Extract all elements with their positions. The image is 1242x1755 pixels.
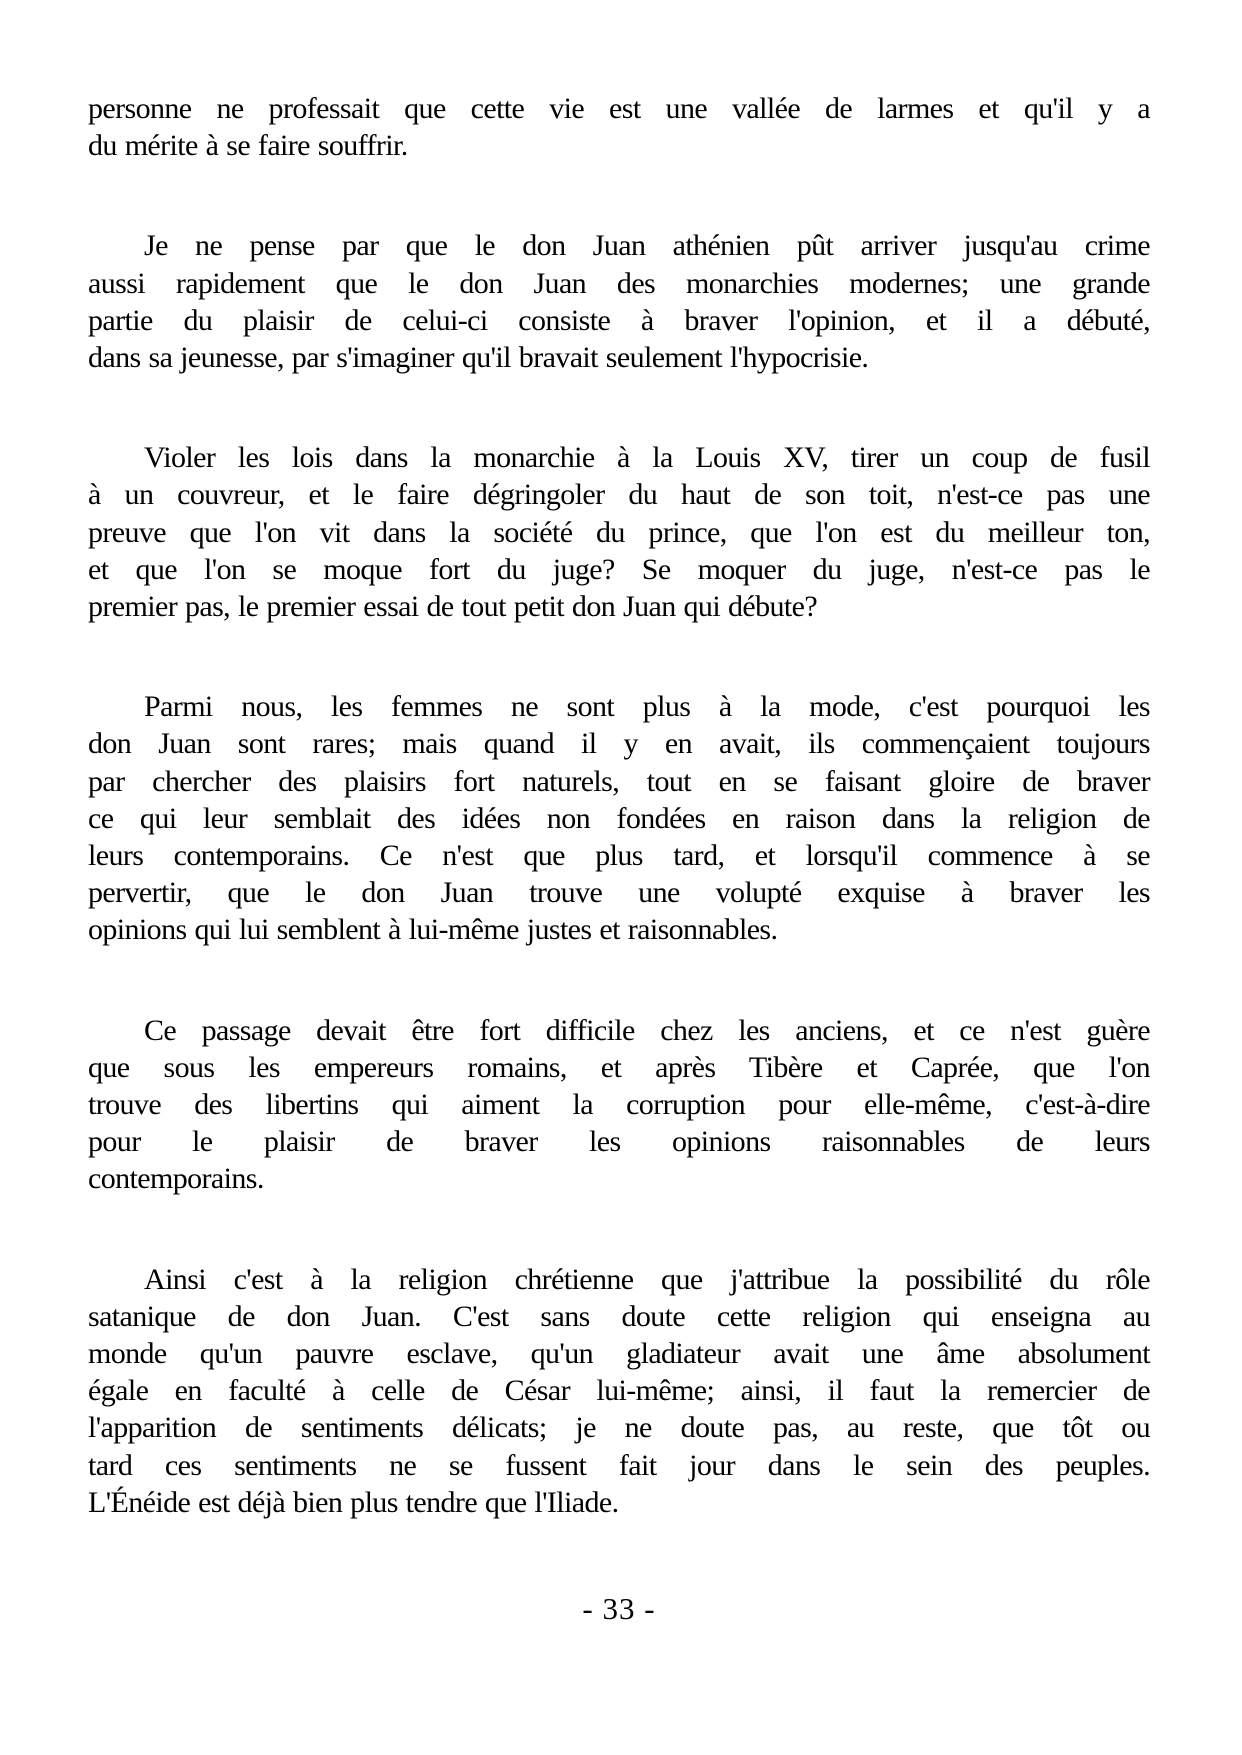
paragraph	[88, 1261, 1150, 1521]
text-line: L'Énéide est déjà bien plus tendre que l'Iliade.	[88, 1485, 619, 1519]
text-line: aussi rapidement que le don Juan des monarchies modernes; une grande	[88, 266, 1150, 300]
text-line: égale en faculté à celle de César lui-même; ainsi, il faut la remercier de	[88, 1374, 1150, 1408]
text-line: à un couvreur, et le faire dégringoler du haut de son toit, n'est-ce pas une	[88, 478, 1150, 512]
text-line: par chercher des plaisirs fort naturels, tout en se faisant gloire de braver	[88, 764, 1150, 798]
text-line: ce qui leur semblait des idées non fondées en raison dans la religion de	[88, 801, 1150, 835]
text-line: trouve des libertins qui aiment la corruption pour elle-même, c'est-à-dire	[88, 1088, 1150, 1122]
text-line: Je ne pense par que le don Juan athénien pût arriver jusqu'au crime	[144, 229, 1150, 263]
text-line: Ainsi c'est à la religion chrétienne que j'attribue la possibilité du rôle	[144, 1262, 1150, 1296]
text-line: personne ne professait que cette vie est une vallée de larmes et qu'il y a	[88, 92, 1150, 125]
text-line: pour le plaisir de braver les opinions raisonnables de leurs	[88, 1125, 1150, 1159]
text-line: que sous les empereurs romains, et après Tibère et Caprée, que l'on	[88, 1050, 1150, 1084]
text-line: et que l'on se moque fort du juge? Se moquer du juge, n'est-ce pas le	[88, 552, 1150, 586]
text-line: preuve que l'on vit dans la société du prince, que l'on est du meilleur ton,	[88, 515, 1150, 549]
text-line: du mérite à se faire souffrir.	[88, 129, 408, 163]
text-line: contemporains.	[88, 1162, 264, 1196]
text-line: monde qu'un pauvre esclave, qu'un gladiateur avait une âme absolument	[88, 1337, 1150, 1371]
text-line: leurs contemporains. Ce n'est que plus tard, et lorsqu'il commence à se	[88, 839, 1150, 873]
paragraph	[88, 688, 1150, 948]
text-line: Ce passage devait être fort difficile chez les anciens, et ce n'est guère	[144, 1013, 1150, 1047]
text-line: don Juan sont rares; mais quand il y en avait, ils commençaient toujours	[88, 727, 1150, 761]
text-line: pervertir, que le don Juan trouve une volupté exquise à braver les	[88, 876, 1150, 910]
text-block	[88, 90, 1150, 1584]
text-line: satanique de don Juan. C'est sans doute cette religion qui enseigna au	[88, 1299, 1150, 1333]
text-line: partie du plaisir de celui-ci consiste à braver l'opinion, et il a débuté,	[88, 303, 1150, 337]
paragraph	[88, 227, 1150, 376]
paragraph	[88, 439, 1150, 625]
text-line: premier pas, le premier essai de tout petit don Juan qui débute?	[88, 590, 818, 624]
text-line: tard ces sentiments ne se fussent fait jour dans le sein des peuples.	[88, 1448, 1150, 1482]
text-line: Violer les lois dans la monarchie à la Louis XV, tirer un coup de fusil	[144, 441, 1150, 475]
text-line: dans sa jeunesse, par s'imaginer qu'il bravait seulement l'hypocrisie.	[88, 341, 869, 375]
page-number: - 33 -	[582, 1591, 656, 1626]
text-line: Parmi nous, les femmes ne sont plus à la mode, c'est pourquoi les	[144, 690, 1150, 724]
paragraph	[88, 1012, 1150, 1198]
paragraph	[88, 90, 1150, 164]
text-line: l'apparition de sentiments délicats; je ne doute pas, au reste, que tôt ou	[88, 1411, 1150, 1445]
text-line: opinions qui lui semblent à lui-même justes et raisonnables.	[88, 913, 778, 947]
